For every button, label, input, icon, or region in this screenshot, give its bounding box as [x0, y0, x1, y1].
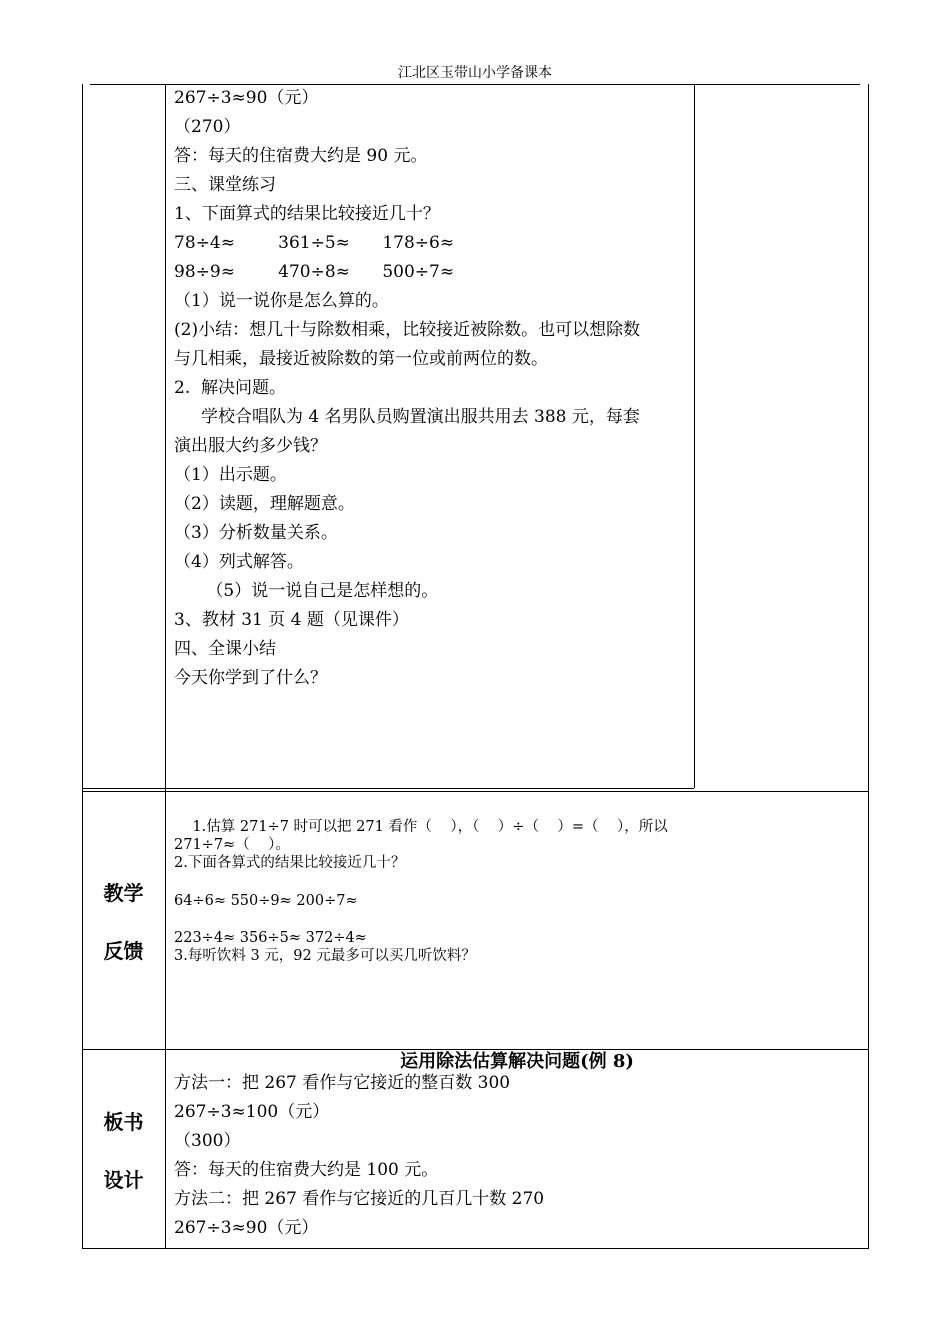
process-line: 答：每天的住宿费大约是 90 元。	[174, 146, 428, 166]
feedback-q1-line2: 271÷7≈（ ）。	[174, 837, 290, 853]
process-line: 与几相乘，最接近被除数的第一位或前两位的数。	[174, 349, 548, 369]
page-header-school: 江北区玉带山小学备课本	[398, 65, 552, 81]
process-line: 1、下面算式的结果比较接近几十？	[174, 204, 440, 224]
row-divider-1a	[82, 788, 694, 789]
process-line: （2）读题，理解题意。	[174, 494, 355, 514]
board-label-1: 板书	[103, 1110, 144, 1134]
process-line: 2. 解决问题。	[174, 378, 287, 398]
feedback-q1-line1: 1.估算 271÷7 时可以把 271 看作（ ），（ ）÷（ ）=（ ），所以	[174, 819, 668, 835]
process-line: （1）说一说你是怎么算的。	[174, 291, 389, 311]
process-line: 三、课堂练习	[174, 175, 276, 195]
process-line: 3、教材 31 页 4 题（见课件）	[174, 610, 409, 630]
process-line: 学校合唱队为 4 名男队员购置演出服共用去 388 元，每套	[174, 407, 640, 427]
process-line: （270）	[174, 117, 241, 137]
process-line: 267÷3≈90（元）	[174, 88, 319, 108]
table-notes-divider	[694, 84, 695, 788]
board-line: 267÷3≈100（元）	[174, 1102, 330, 1122]
process-line: 98÷9≈ 470÷8≈ 500÷7≈	[174, 262, 455, 282]
table-right-border	[868, 84, 869, 1248]
board-line: 答：每天的住宿费大约是 100 元。	[174, 1160, 439, 1180]
board-label-2: 设计	[103, 1168, 144, 1192]
board-title: 运用除法估算解决问题(例 8)	[400, 1051, 634, 1072]
process-line: 78÷4≈ 361÷5≈ 178÷6≈	[174, 233, 455, 253]
board-line: 267÷3≈90（元）	[174, 1218, 319, 1238]
row-divider-1b	[82, 791, 869, 792]
feedback-label-2: 反馈	[103, 939, 144, 963]
table-bottom-border	[82, 1248, 869, 1249]
feedback-row-1: 64÷6≈ 550÷9≈ 200÷7≈	[174, 893, 358, 909]
feedback-q2: 2.下面各算式的结果比较接近几十？	[174, 855, 406, 871]
process-line: （5）说一说自己是怎样想的。	[174, 581, 439, 601]
board-line: 方法一：把 267 看作与它接近的整百数 300	[174, 1073, 511, 1093]
process-line: (2)小结：想几十与除数相乘，比较接近被除数。也可以想除数	[174, 320, 641, 340]
process-line: 演出服大约多少钱？	[174, 436, 327, 456]
board-content	[174, 1069, 694, 1243]
feedback-q3: 3.每听饮料 3 元，92 元最多可以买几听饮料？	[174, 948, 476, 964]
feedback-label-1: 教学	[103, 881, 144, 905]
board-line: 方法二：把 267 看作与它接近的几百几十数 270	[174, 1189, 545, 1209]
process-line: 四、全课小结	[174, 639, 276, 659]
process-line: （3）分析数量关系。	[174, 523, 338, 543]
process-line: （4）列式解答。	[174, 552, 304, 572]
feedback-content	[174, 818, 694, 872]
process-line: 今天你学到了什么？	[174, 668, 327, 688]
teaching-process	[174, 84, 694, 693]
board-line: （300）	[174, 1131, 241, 1151]
feedback-row-2: 223÷4≈ 356÷5≈ 372÷4≈	[174, 930, 367, 946]
table-left-border	[82, 84, 83, 1248]
process-line: （1）出示题。	[174, 465, 287, 485]
